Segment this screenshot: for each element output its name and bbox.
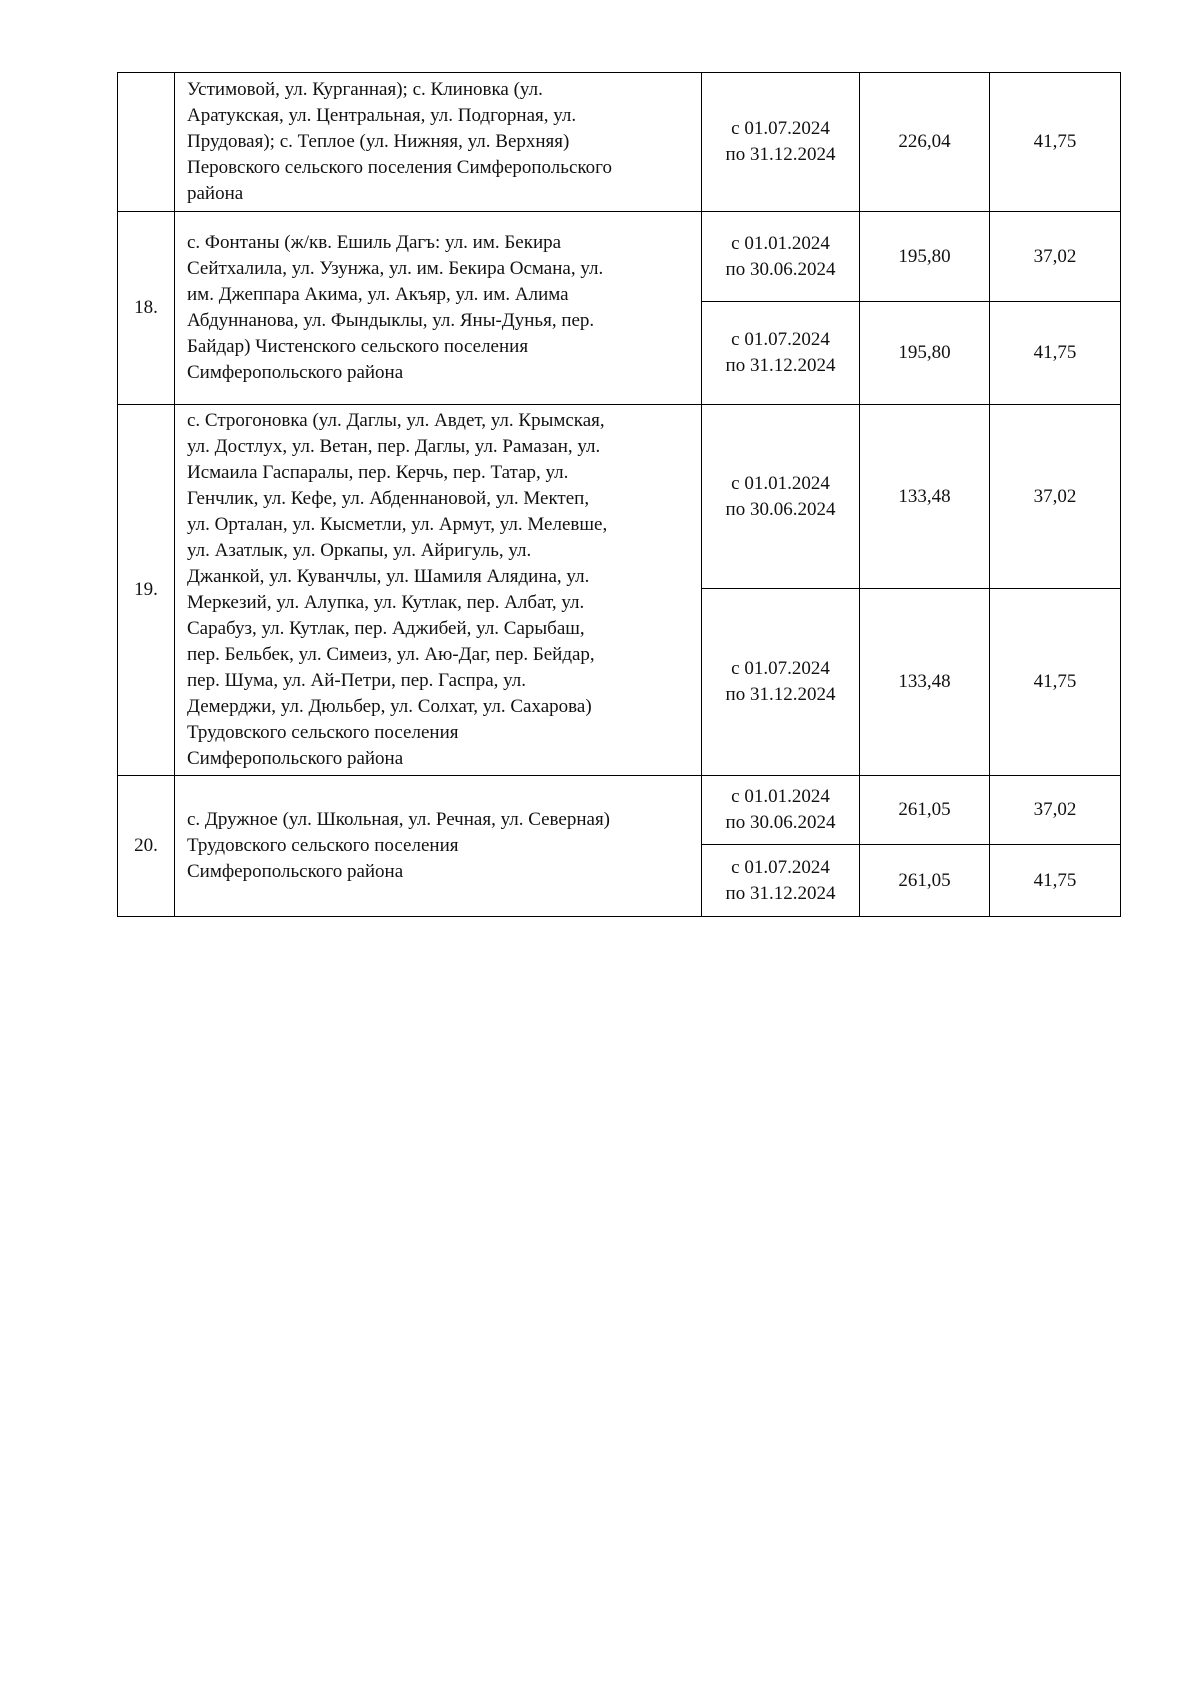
table-row [118,405,1121,589]
address-line: Джанкой, ул. Куванчлы, ул. Шамиля Алядина, ул. [187,566,590,587]
value1-cell: 261,05 [860,776,990,845]
period-from: с 01.07.2024 [731,118,830,139]
value2-cell: 37,02 [990,212,1121,302]
period-to: по 30.06.2024 [725,498,836,520]
value2-cell: 37,02 [990,405,1121,589]
address-line: Симферопольского района [187,362,404,383]
period-from: с 01.07.2024 [731,329,830,350]
value2-cell: 41,75 [990,73,1121,212]
address-line: Трудовского сельского поселения [187,835,459,856]
table-row [118,73,1121,212]
address-line: ул. Азатлык, ул. Оркапы, ул. Айригуль, ул. [187,540,532,561]
address-cell [175,212,702,405]
address-line: ул. Достлух, ул. Ветан, пер. Даглы, ул. Рамазан, ул. [187,436,601,457]
address-line: Сейтхалила, ул. Узунжа, ул. им. Бекира Османа, ул. [187,258,604,279]
row-number-cell: 19. [118,405,175,776]
period-to: по 31.12.2024 [725,355,836,376]
address-line: Исмаила Гаспаралы, пер. Керчь, пер. Татар, ул. [187,462,569,483]
row-number-cell [118,73,175,212]
period-cell [702,776,860,845]
address-line: Трудовского сельского поселения [187,722,459,743]
address-line: пер. Бельбек, ул. Симеиз, ул. Аю-Даг, пер. Бейдар, [187,644,595,665]
table-row [118,212,1121,302]
row-number-cell: 20. [118,776,175,917]
address-line: с. Фонтаны (ж/кв. Ешиль Дагъ: ул. им. Бекира [187,232,562,253]
address-line: пер. Шума, ул. Ай-Петри, пер. Гаспра, ул. [187,670,527,691]
address-line: Абдуннанова, ул. Фындыклы, ул. Яны-Дунья, пер. [187,310,595,331]
value2-cell: 41,75 [990,845,1121,917]
table-row [118,776,1121,845]
address-line: Устимовой, ул. Курганная); с. Клиновка (ул. [187,79,543,100]
address-line: Прудовая); с. Теплое (ул. Нижняя, ул. Верхняя) [187,131,570,152]
period-cell [702,405,860,589]
address-line: Меркезий, ул. Алупка, ул. Кутлак, пер. Албат, ул. [187,592,585,613]
period-from: с 01.01.2024 [731,472,830,494]
address-cell [175,776,702,917]
value1-cell: 133,48 [860,405,990,589]
address-line: Перовского сельского поселения Симферопольского [187,157,612,178]
address-cell [175,405,702,776]
value1-cell: 133,48 [860,589,990,776]
address-cell [175,73,702,212]
address-line: ул. Орталан, ул. Кысметли, ул. Армут, ул. Мелевше, [187,514,608,535]
address-line: Байдар) Чистенского сельского поселения [187,336,529,357]
value1-cell: 195,80 [860,212,990,302]
address-line: Сарабуз, ул. Кутлак, пер. Аджибей, ул. Сарыбаш, [187,618,585,639]
period-cell [702,73,860,212]
address-line: с. Дружное (ул. Школьная, ул. Речная, ул. Северная) [187,809,611,830]
period-from: с 01.07.2024 [731,856,830,878]
value2-cell: 41,75 [990,589,1121,776]
tariff-table [117,72,1121,917]
period-from: с 01.01.2024 [731,232,830,254]
value1-cell: 261,05 [860,845,990,917]
period-to: по 31.12.2024 [725,684,836,705]
period-cell [702,302,860,405]
address-line: района [187,183,244,204]
address-line: им. Джеппара Акима, ул. Акъяр, ул. им. Алима [187,284,569,305]
address-line: Генчлик, ул. Кефе, ул. Абденнановой, ул. Мектеп, [187,488,590,509]
period-from: с 01.07.2024 [731,658,830,679]
period-to: по 30.06.2024 [725,258,836,280]
address-line: Аратукская, ул. Центральная, ул. Подгорная, ул. [187,105,577,126]
period-cell [702,845,860,917]
row-number-cell: 18. [118,212,175,405]
value2-cell: 37,02 [990,776,1121,845]
address-line: Демерджи, ул. Дюльбер, ул. Солхат, ул. Сахарова) [187,696,592,717]
address-line: Симферопольского района [187,861,404,882]
period-to: по 31.12.2024 [725,144,836,165]
period-cell [702,589,860,776]
period-to: по 30.06.2024 [725,812,836,833]
period-from: с 01.01.2024 [731,786,830,807]
period-to: по 31.12.2024 [725,882,836,904]
period-cell [702,212,860,302]
value2-cell: 41,75 [990,302,1121,405]
value1-cell: 226,04 [860,73,990,212]
address-line: Симферопольского района [187,748,404,769]
address-line: с. Строгоновка (ул. Даглы, ул. Авдет, ул. Крымская, [187,410,605,431]
value1-cell: 195,80 [860,302,990,405]
